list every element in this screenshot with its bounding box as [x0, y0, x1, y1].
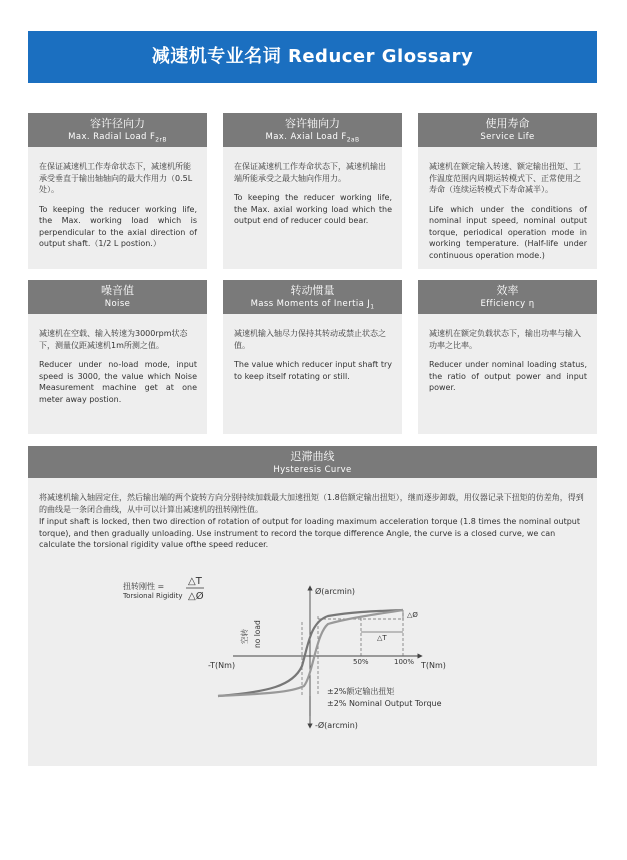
card-title-en: Efficiency η [480, 299, 535, 309]
card-title-en: Max. Axial Load $F_{2aB}$ [265, 132, 360, 144]
card-header [28, 280, 207, 314]
card-title-zh: 噪音值 [101, 284, 134, 297]
card-body [418, 147, 597, 277]
card-title-en: Max. Radial Load $F_{2rB}$ [68, 132, 167, 144]
card-header [418, 280, 597, 314]
card-title-en: Noise [104, 299, 131, 309]
card-body [28, 147, 207, 266]
delta-t-label: △T [377, 634, 387, 642]
card-text-en: Reducer under no-load mode, input speed is 3000, the value which Noise Measurement machine get at one meter away postion. [39, 360, 197, 404]
card-text-en: Reducer under nominal loading status, the ratio of output power and input power. [429, 360, 587, 392]
x-axis-neg-label: -T(Nm) [208, 661, 236, 670]
card-text-en: To keeping the reducer working life, the Max. axial working load which the output end of reducer could bear. [234, 193, 392, 225]
y-axis-neg-label: -Ø(arcmin) [315, 721, 358, 730]
card-header [223, 280, 402, 314]
card-title-en: Service Life [480, 132, 535, 142]
hysteresis-diagram [28, 556, 597, 766]
noload-label-zh: 空转 [240, 629, 249, 644]
card-axial-load [223, 113, 402, 269]
y-axis-pos-label: Ø(arcmin) [315, 587, 356, 596]
card-text-zh: 在保证减速机工作寿命状态下，减速机所能承受垂直于输出轴轴向的最大作用力（0.5L处）。 [39, 162, 193, 194]
section-text-en: If input shaft is locked, then two direction of rotation of output for loading maximum acceleration torque (1.8 times the nominal output torque), and then gradually unloading. Use instrument to record the torque difference Angle, the curve is a closed curve, we can calculate the torsional rigidity value ofthe speed reducer. [39, 517, 581, 549]
hysteresis-curve-lower [218, 610, 403, 696]
card-text-zh: 减速机在空载、输入转速为3000rpm状态下，测量仪距减速机1m所测之值。 [39, 329, 188, 350]
card-body [28, 314, 207, 421]
section-header [28, 446, 597, 478]
card-body [223, 314, 402, 398]
card-body [223, 147, 402, 243]
card-title-en: Mass Moments of Inertia $J_1$ [250, 299, 375, 311]
section-title-zh: 迟滞曲线 [290, 450, 335, 463]
card-radial-load [28, 113, 207, 269]
card-text-zh: 减速机在额定输入转速、额定输出扭矩、工作温度范围内周期运转模式下、正常使用之寿命（连续运转模式下寿命减半）。 [429, 162, 581, 194]
card-title-zh: 使用寿命 [485, 117, 530, 130]
section-title-en: Hysteresis Curve [273, 465, 352, 475]
card-text-en: The value which reducer input shaft try to keep itself rotating or still. [234, 360, 392, 381]
hysteresis-curve-upper [218, 610, 403, 696]
card-service-life [418, 113, 597, 269]
card-noise [28, 280, 207, 434]
card-title-zh: 效率 [496, 284, 519, 297]
nominal-torque-en: ±2% Nominal Output Torque [327, 699, 442, 708]
card-title-zh: 转动惯量 [290, 284, 335, 297]
card-text-en: Life which under the conditions of nominal input speed, nominal output torque, periodical operation mode in working temperature. (Half-life under continuous operation mode.) [429, 204, 587, 260]
rigidity-denominator: △Ø [188, 591, 204, 602]
noload-label-en: no load [253, 620, 262, 648]
rigidity-label-zh: 扭转刚性 = [123, 582, 165, 591]
section-text [28, 478, 597, 551]
card-header [223, 113, 402, 147]
card-header [418, 113, 597, 147]
section-text-zh: 将减速机输入轴固定住，然后输出端的两个旋转方向分别持续加载最大加速扭矩（1.8倍额定输出扭矩），继而逐步卸载，用仪器记录下扭矩的仿差角，得到的曲线是一条闭合曲线，从中可以计算出减速机的扭转刚性值。 [39, 493, 584, 514]
card-body [418, 314, 597, 410]
card-title-zh: 容许轴向力 [285, 117, 340, 130]
card-text-zh: 减速机输入轴尽力保持其转动或禁止状态之值。 [234, 329, 386, 350]
page-title: 减速机专业名词 Reducer Glossary [28, 31, 597, 83]
card-text-en: To keeping the reducer working life, the Max. working load which is perpendicular to the axial direction of output shaft.（1/2 L postion.） [39, 204, 197, 248]
x-axis-pos-label: T(Nm) [421, 661, 446, 670]
pct-50-label: 50% [353, 658, 369, 666]
delta-phi-label: △Ø [407, 611, 418, 619]
card-inertia [223, 280, 402, 434]
hysteresis-section [28, 446, 597, 766]
card-efficiency [418, 280, 597, 434]
card-text-zh: 在保证减速机工作寿命状态下，减速机输出端所能承受之最大轴向作用力。 [234, 162, 386, 183]
rigidity-numerator: △T [188, 576, 202, 587]
pct-100-label: 100% [394, 658, 415, 666]
rigidity-label-en: Torsional Rigidity [123, 592, 183, 600]
card-text-zh: 减速机在额定负载状态下，输出功率与输入功率之比率。 [429, 329, 581, 350]
card-title-zh: 容许径向力 [90, 117, 145, 130]
nominal-torque-zh: ±2%额定输出扭矩 [327, 687, 395, 696]
card-header [28, 113, 207, 147]
